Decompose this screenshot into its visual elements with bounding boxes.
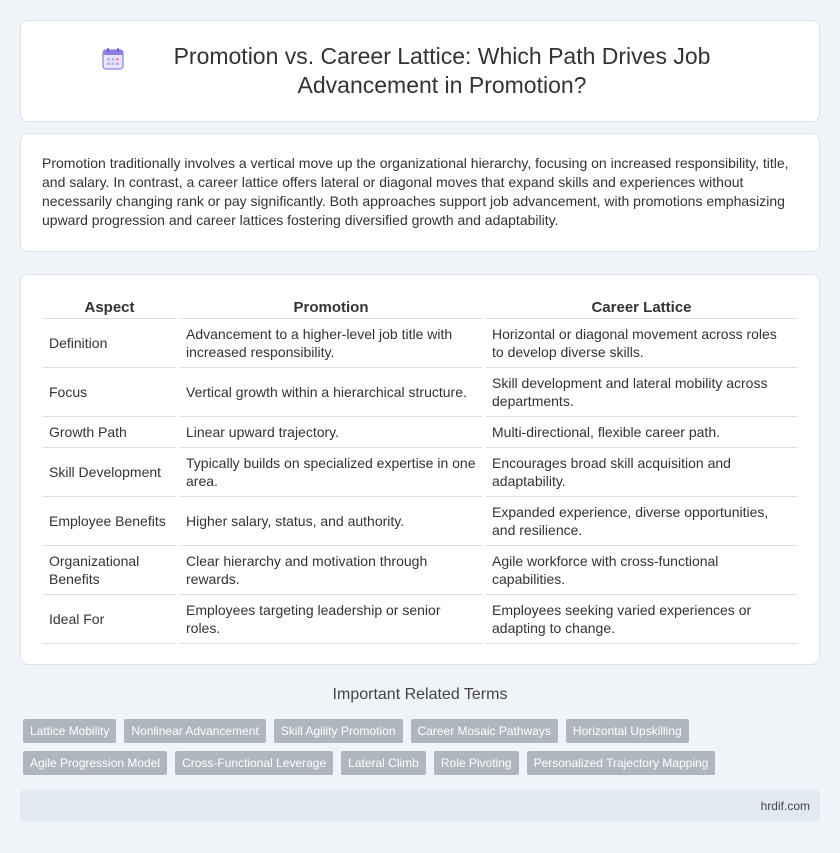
intro-text: Promotion traditionally involves a vertical move up the organizational hierarchy, focusing on increased responsibility, title, and salary. In contrast, a career lattice offers lateral or diagonal moves that expand skills and experiences without necessarily changing rank or pay significantly. Both approaches support job advancement, with promotions emphasizing upward progression and career lattices fostering diversified growth and adaptability.	[42, 155, 789, 228]
career-lattice-cell: Agile workforce with cross-functional capabilities.	[486, 546, 797, 595]
related-term-tag[interactable]: Agile Progression Model	[23, 751, 167, 775]
related-term-tag[interactable]: Nonlinear Advancement	[124, 719, 265, 743]
table-row	[43, 595, 797, 644]
aspect-cell: Employee Benefits	[43, 497, 176, 546]
promotion-cell: Clear hierarchy and motivation through rewards.	[180, 546, 482, 595]
aspect-cell: Focus	[43, 368, 176, 417]
career-lattice-cell: Skill development and lateral mobility across departments.	[486, 368, 797, 417]
promotion-cell: Vertical growth within a hierarchical structure.	[180, 368, 482, 417]
page-title: Promotion vs. Career Lattice: Which Path Drives Job Advancement in Promotion?	[173, 43, 711, 98]
table-row	[43, 417, 797, 448]
promotion-cell: Typically builds on specialized expertise in one area.	[180, 448, 482, 497]
related-term-tag[interactable]: Role Pivoting	[434, 751, 519, 775]
table-row	[43, 319, 797, 368]
aspect-cell: Organizational Benefits	[43, 546, 176, 595]
related-term-tag[interactable]: Personalized Trajectory Mapping	[527, 751, 716, 775]
related-terms-row	[23, 751, 823, 775]
aspect-cell: Definition	[43, 319, 176, 368]
title-card	[20, 20, 820, 122]
related-terms-title: Important Related Terms	[332, 686, 508, 703]
header-career-lattice: Career Lattice	[486, 295, 797, 319]
promotion-cell: Linear upward trajectory.	[180, 417, 482, 448]
career-lattice-cell: Employees seeking varied experiences or adapting to change.	[486, 595, 797, 644]
aspect-cell: Ideal For	[43, 595, 176, 644]
comparison-table	[39, 295, 801, 644]
calendar-icon	[100, 46, 126, 72]
related-terms-row	[23, 719, 823, 743]
career-lattice-cell: Encourages broad skill acquisition and adaptability.	[486, 448, 797, 497]
promotion-cell: Higher salary, status, and authority.	[180, 497, 482, 546]
related-term-tag[interactable]: Skill Agility Promotion	[274, 719, 403, 743]
table-header-row	[43, 295, 797, 319]
comparison-card	[20, 274, 820, 665]
aspect-cell: Skill Development	[43, 448, 176, 497]
table-row	[43, 497, 797, 546]
table-row	[43, 546, 797, 595]
footer-site-link[interactable]: hrdif.com	[760, 799, 810, 813]
career-lattice-cell: Expanded experience, diverse opportunities, and resilience.	[486, 497, 797, 546]
related-term-tag[interactable]: Lattice Mobility	[23, 719, 116, 743]
related-term-tag[interactable]: Cross-Functional Leverage	[175, 751, 333, 775]
career-lattice-cell: Multi-directional, flexible career path.	[486, 417, 797, 448]
promotion-cell: Employees targeting leadership or senior roles.	[180, 595, 482, 644]
promotion-cell: Advancement to a higher-level job title with increased responsibility.	[180, 319, 482, 368]
related-term-tag[interactable]: Lateral Climb	[341, 751, 426, 775]
career-lattice-cell: Horizontal or diagonal movement across roles to develop diverse skills.	[486, 319, 797, 368]
header-aspect: Aspect	[43, 295, 176, 319]
intro-card	[20, 133, 820, 252]
aspect-cell: Growth Path	[43, 417, 176, 448]
table-row	[43, 448, 797, 497]
footer	[20, 790, 820, 822]
table-row	[43, 368, 797, 417]
related-term-tag[interactable]: Horizontal Upskilling	[566, 719, 689, 743]
related-term-tag[interactable]: Career Mosaic Pathways	[411, 719, 558, 743]
header-promotion: Promotion	[180, 295, 482, 319]
